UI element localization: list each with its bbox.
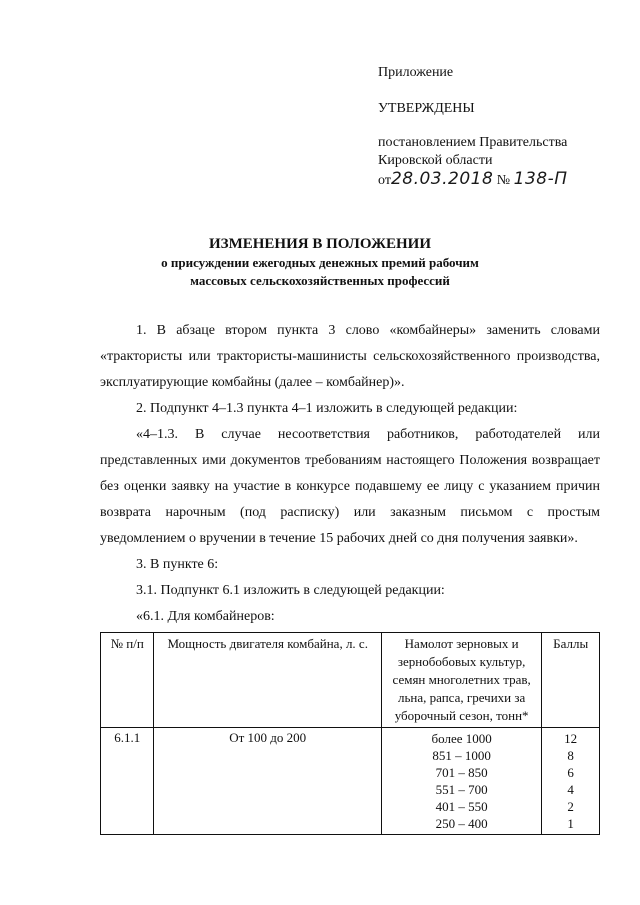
combiner-table (100, 632, 600, 835)
paragraph-5: 3.1. Подпункт 6.1 изложить в следующей редакции: (136, 583, 445, 598)
row-power: От 100 до 200 (154, 728, 381, 835)
points-item: 6 (567, 765, 574, 780)
row-ranges (381, 728, 541, 835)
paragraph-2: 2. Подпункт 4–1.3 пункта 4–1 изложить в следующей редакции: (136, 401, 518, 416)
points-item: 1 (567, 816, 574, 831)
range-item: 701 – 850 (435, 765, 488, 780)
approved-label: УТВЕРЖДЕНЫ (378, 101, 475, 116)
approval-block (378, 64, 568, 190)
number-sign: № (496, 173, 511, 188)
title-main: ИЗМЕНЕНИЯ В ПОЛОЖЕНИИ (209, 236, 431, 252)
document-title (0, 234, 640, 290)
date-prefix: от (378, 173, 391, 188)
table-header-row (101, 633, 600, 728)
points-item: 8 (567, 748, 574, 763)
decree-date-line (378, 170, 568, 190)
document-body (100, 318, 600, 630)
points-item: 4 (567, 782, 574, 797)
paragraph-1: 1. В абзаце втором пункта 3 слово «комбайнеры» заменить словами «трактористы или трактористы-машинисты сельскохозяйственного производства, эксплуатирующие комбайны (далее – комбайнер)». (100, 323, 600, 390)
handwritten-number: 138-П (513, 169, 568, 189)
row-num: 6.1.1 (101, 728, 154, 835)
title-sub-1: о присуждении ежегодных денежных премий рабочим (161, 255, 479, 270)
handwritten-date: 28.03.2018 (390, 169, 494, 189)
range-item: 851 – 1000 (432, 748, 491, 763)
range-item: 551 – 700 (435, 782, 488, 797)
points-item: 12 (564, 731, 578, 746)
header-power: Мощность двигателя комбайна, л. с. (154, 633, 381, 728)
decree-line-2: Кировской области (378, 153, 493, 168)
paragraph-3: «4–1.3. В случае несоответствия работников, работодателей или представленных ими документов требованиям настоящего Положения возвращает без оценки заявку на участие в конкурсе подавшему ее лицу с указанием причин возврата нарочным (под расписку) или заказным письмом с простым уведомлением о вручении в течение 15 рабочих дней со дня получения заявки». (100, 427, 600, 546)
table-row (101, 728, 600, 835)
header-yield: Намолот зерновых и зернобобовых культур, семян многолетних трав, льна, рапса, гречихи за уборочный сезон, тонн* (381, 633, 541, 728)
range-item: более 1000 (431, 731, 492, 746)
points-item: 2 (567, 799, 574, 814)
header-num: № п/п (101, 633, 154, 728)
range-item: 401 – 550 (435, 799, 488, 814)
row-points (542, 728, 600, 835)
paragraph-4: 3. В пункте 6: (136, 557, 219, 572)
decree-line-1: постановлением Правительства (378, 135, 568, 150)
title-sub-2: массовых сельскохозяйственных профессий (190, 273, 450, 288)
appendix-label: Приложение (378, 65, 454, 80)
range-item: 250 – 400 (435, 816, 488, 831)
paragraph-6: «6.1. Для комбайнеров: (136, 609, 275, 624)
header-points: Баллы (542, 633, 600, 728)
